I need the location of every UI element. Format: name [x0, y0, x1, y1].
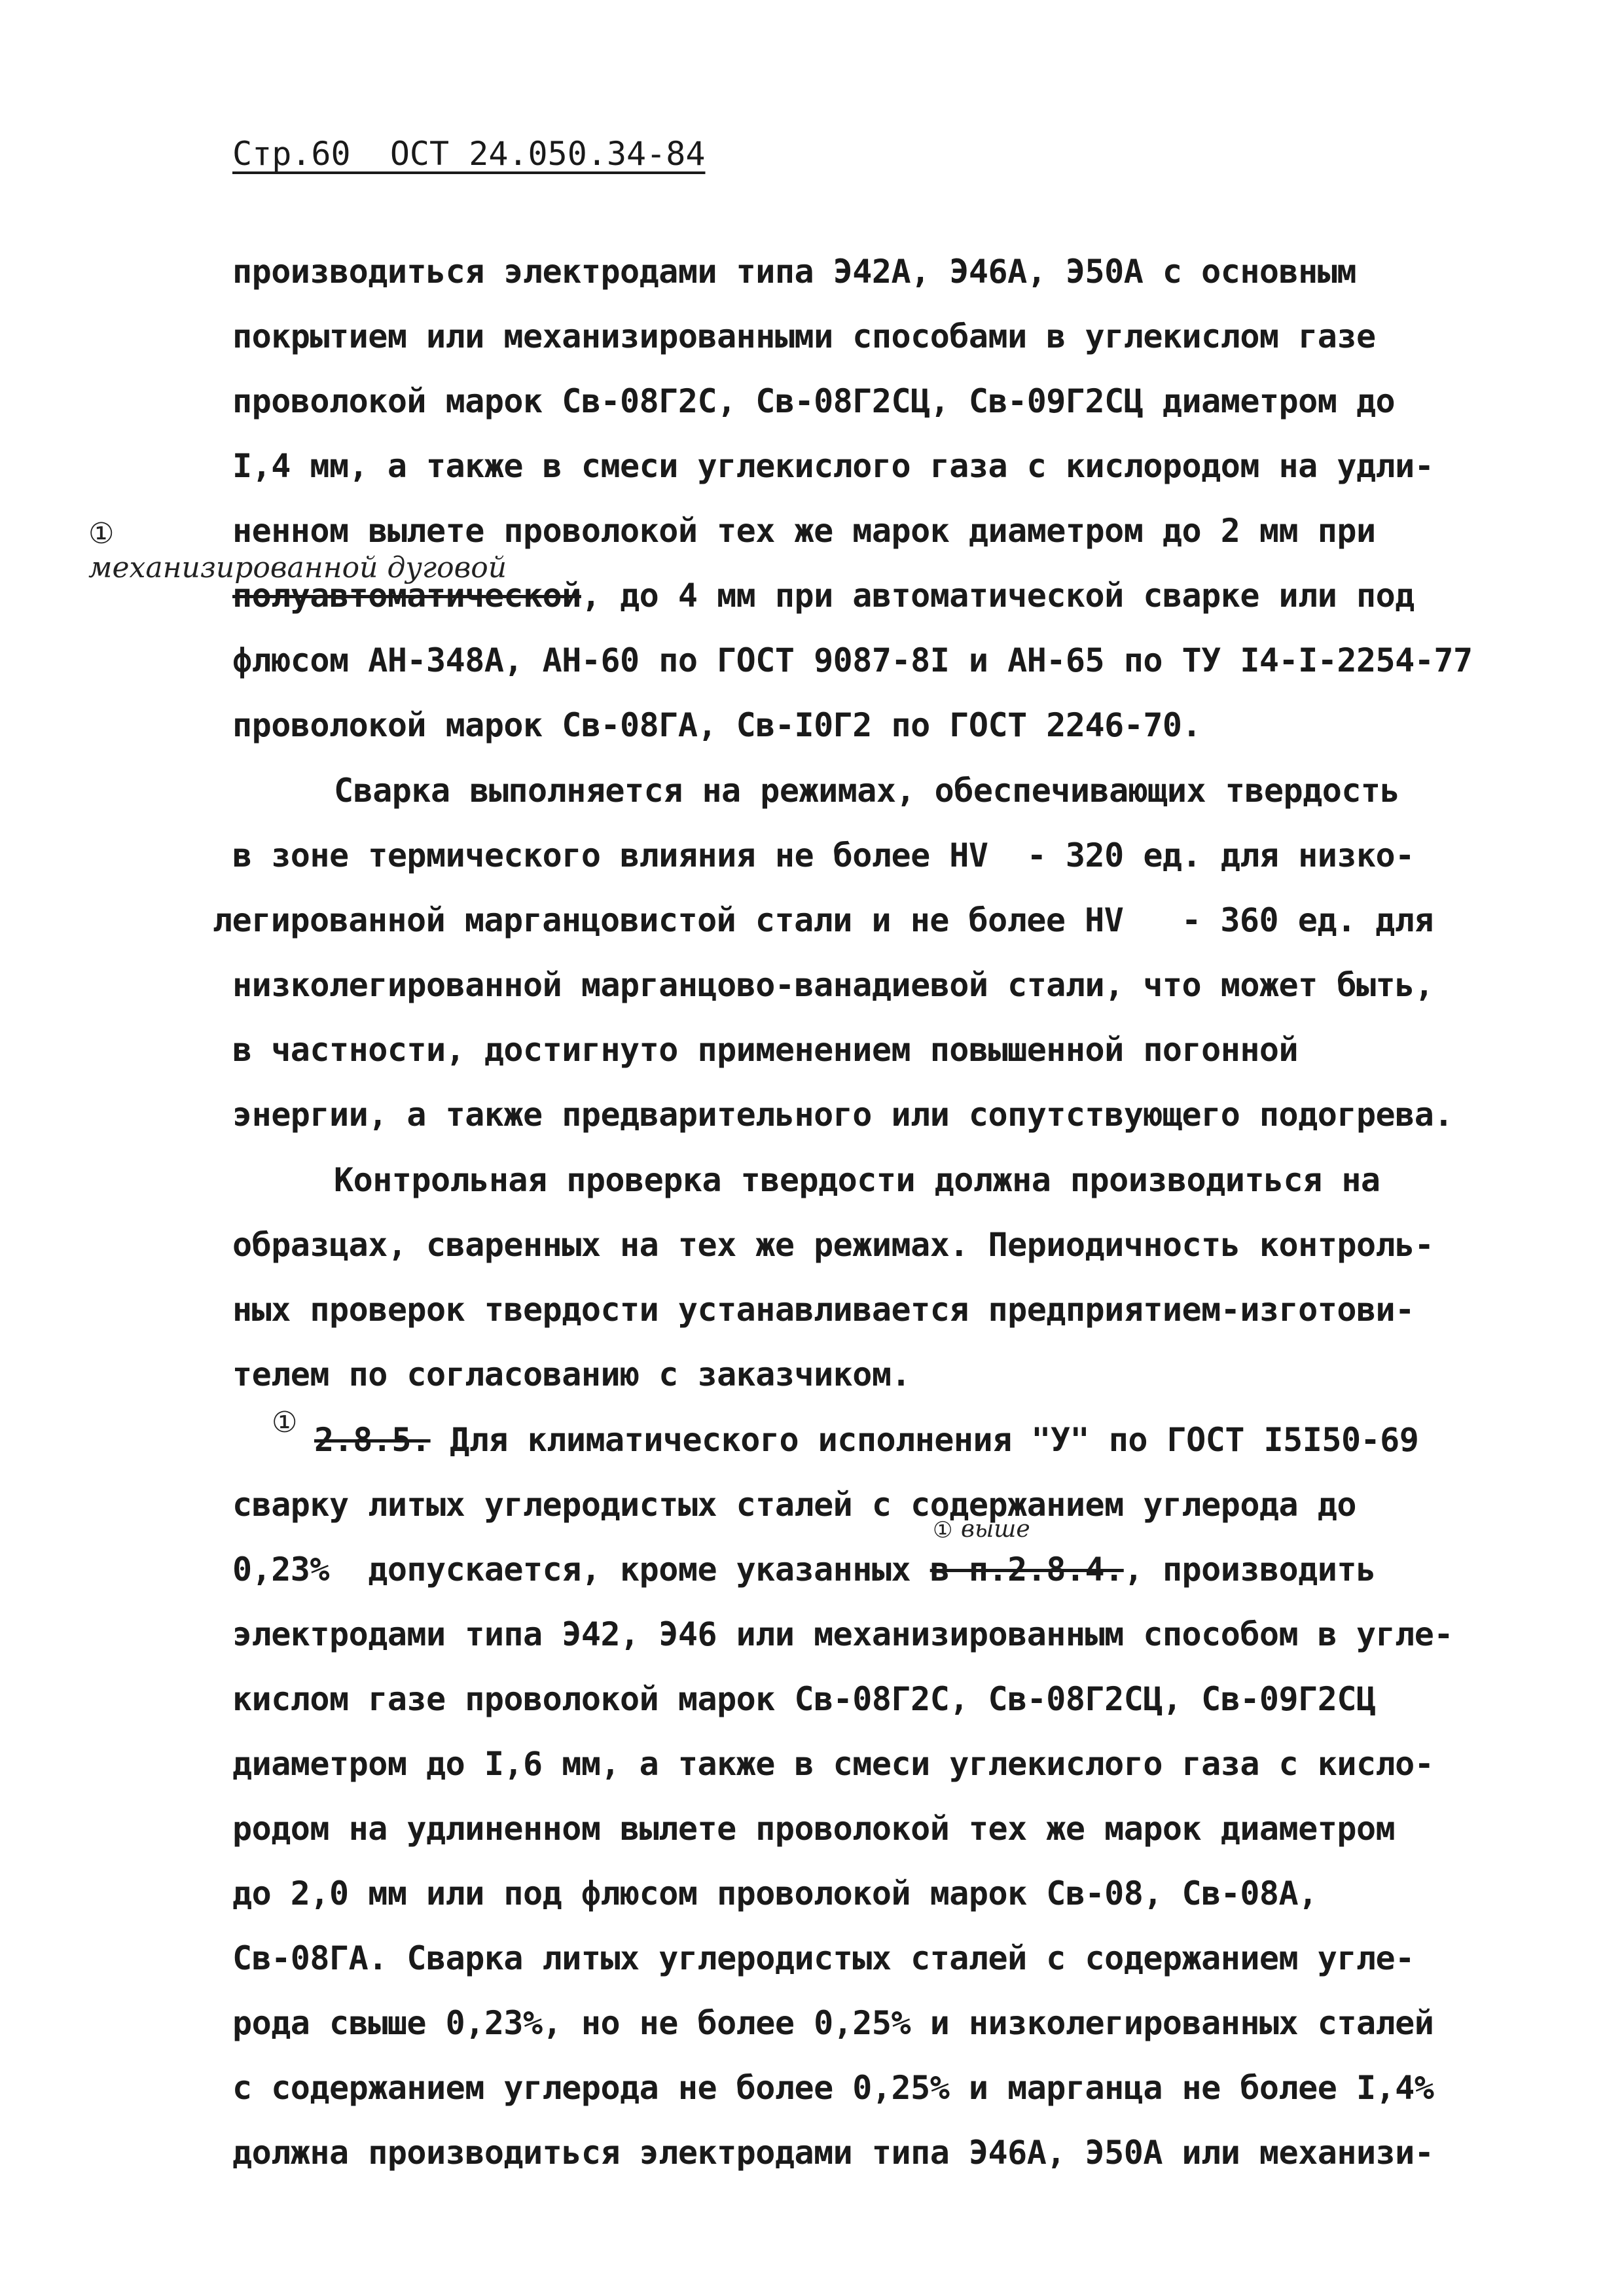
clause-change-mark: ① — [272, 1406, 298, 1439]
text-line: ненном вылете проволокой тех же марок диаметром до 2 мм при — [232, 512, 1376, 550]
struck-reference: в п.2.8.4. — [929, 1551, 1124, 1588]
text-line: диаметром до I,6 мм, а также в смеси углекислого газа с кисло- — [232, 1745, 1434, 1783]
insert-change-mark: ① — [933, 1517, 953, 1543]
text-line: Св-08ГА. Сварка литых углеродистых сталей с содержанием угле- — [232, 1939, 1415, 1977]
text-fragment: , до 4 мм при автоматической сварке или под — [581, 577, 1415, 615]
text-line: кислом газе проволокой марок Св-08Г2С, Св-08Г2СЦ, Св-09Г2СЦ — [232, 1680, 1376, 1718]
text-line: должна производиться электродами типа Э46А, Э50А или механизи- — [232, 2134, 1434, 2172]
text-fragment: Для климатического исполнения "У" по ГОСТ I5I50-69 — [430, 1421, 1419, 1459]
text-line: сварку литых углеродистых сталей с содержанием углерода до — [232, 1486, 1356, 1524]
text-line: низколегированной марганцово-ванадиевой стали, что может быть, — [232, 966, 1434, 1004]
struck-clause-number: 2.8.5. — [314, 1421, 431, 1459]
text-line: ных проверок твердости устанавливается предприятием-изготови- — [232, 1291, 1415, 1329]
text-line: проволокой марок Св-08ГА, Св-I0Г2 по ГОСТ 2246-70. — [232, 706, 1202, 744]
struck-text: полуавтоматической — [232, 577, 581, 615]
handwritten-insert: выше — [961, 1516, 1030, 1543]
text-line: производиться электродами типа Э42А, Э46А, Э50А с основным — [232, 253, 1356, 291]
text-line: рода свыше 0,23%, но не более 0,25% и низколегированных сталей — [232, 2004, 1434, 2042]
text-line: с содержанием углерода не более 0,25% и марганца не более I,4% — [232, 2069, 1434, 2107]
text-line: образцах, сваренных на тех же режимах. Периодичность контроль- — [232, 1226, 1434, 1264]
text-line: в частности, достигнуто применением повышенной погонной — [232, 1031, 1299, 1069]
margin-change-mark: ① — [88, 517, 115, 550]
text-fragment: 0,23% допускается, кроме указанных — [232, 1551, 930, 1588]
text-line: легированной марганцовистой стали и не более HV - 360 ед. для — [213, 901, 1434, 939]
text-line: флюсом АН-348А, АН-60 по ГОСТ 9087-8I и АН-65 по ТУ I4-I-2254-77 — [232, 641, 1473, 679]
text-line: энергии, а также предварительного или сопутствующего подогрева. — [232, 1096, 1453, 1134]
text-line: в зоне термического влияния не более HV - 320 ед. для низко- — [232, 836, 1415, 874]
text-line — [232, 1550, 1376, 1589]
text-line: Сварка выполняется на режимах, обеспечивающих твердость — [334, 772, 1400, 810]
page-header: Стр.60 ОСТ 24.050.34-84 — [232, 135, 706, 173]
text-line: I,4 мм, а также в смеси углекислого газа с кислородом на удли- — [232, 447, 1434, 485]
text-line: телем по согласованию с заказчиком. — [232, 1355, 911, 1393]
text-line: до 2,0 мм или под флюсом проволокой марок Св-08, Св-08А, — [232, 1874, 1318, 1912]
text-line: Контрольная проверка твердости должна производиться на — [334, 1161, 1380, 1199]
text-line: электродами типа Э42, Э46 или механизированным способом в угле- — [232, 1615, 1453, 1653]
text-line: родом на удлиненном вылете проволокой тех же марок диаметром — [232, 1810, 1396, 1848]
text-line: покрытием или механизированными способами в углекислом газе — [232, 317, 1376, 355]
text-line: проволокой марок Св-08Г2С, Св-08Г2СЦ, Св-09Г2СЦ диаметром до — [232, 382, 1396, 420]
text-line — [232, 576, 1415, 615]
text-line — [314, 1420, 1418, 1460]
text-fragment: , производить — [1123, 1551, 1376, 1588]
margin-handwritten-note: механизированной дуговой — [88, 551, 507, 584]
